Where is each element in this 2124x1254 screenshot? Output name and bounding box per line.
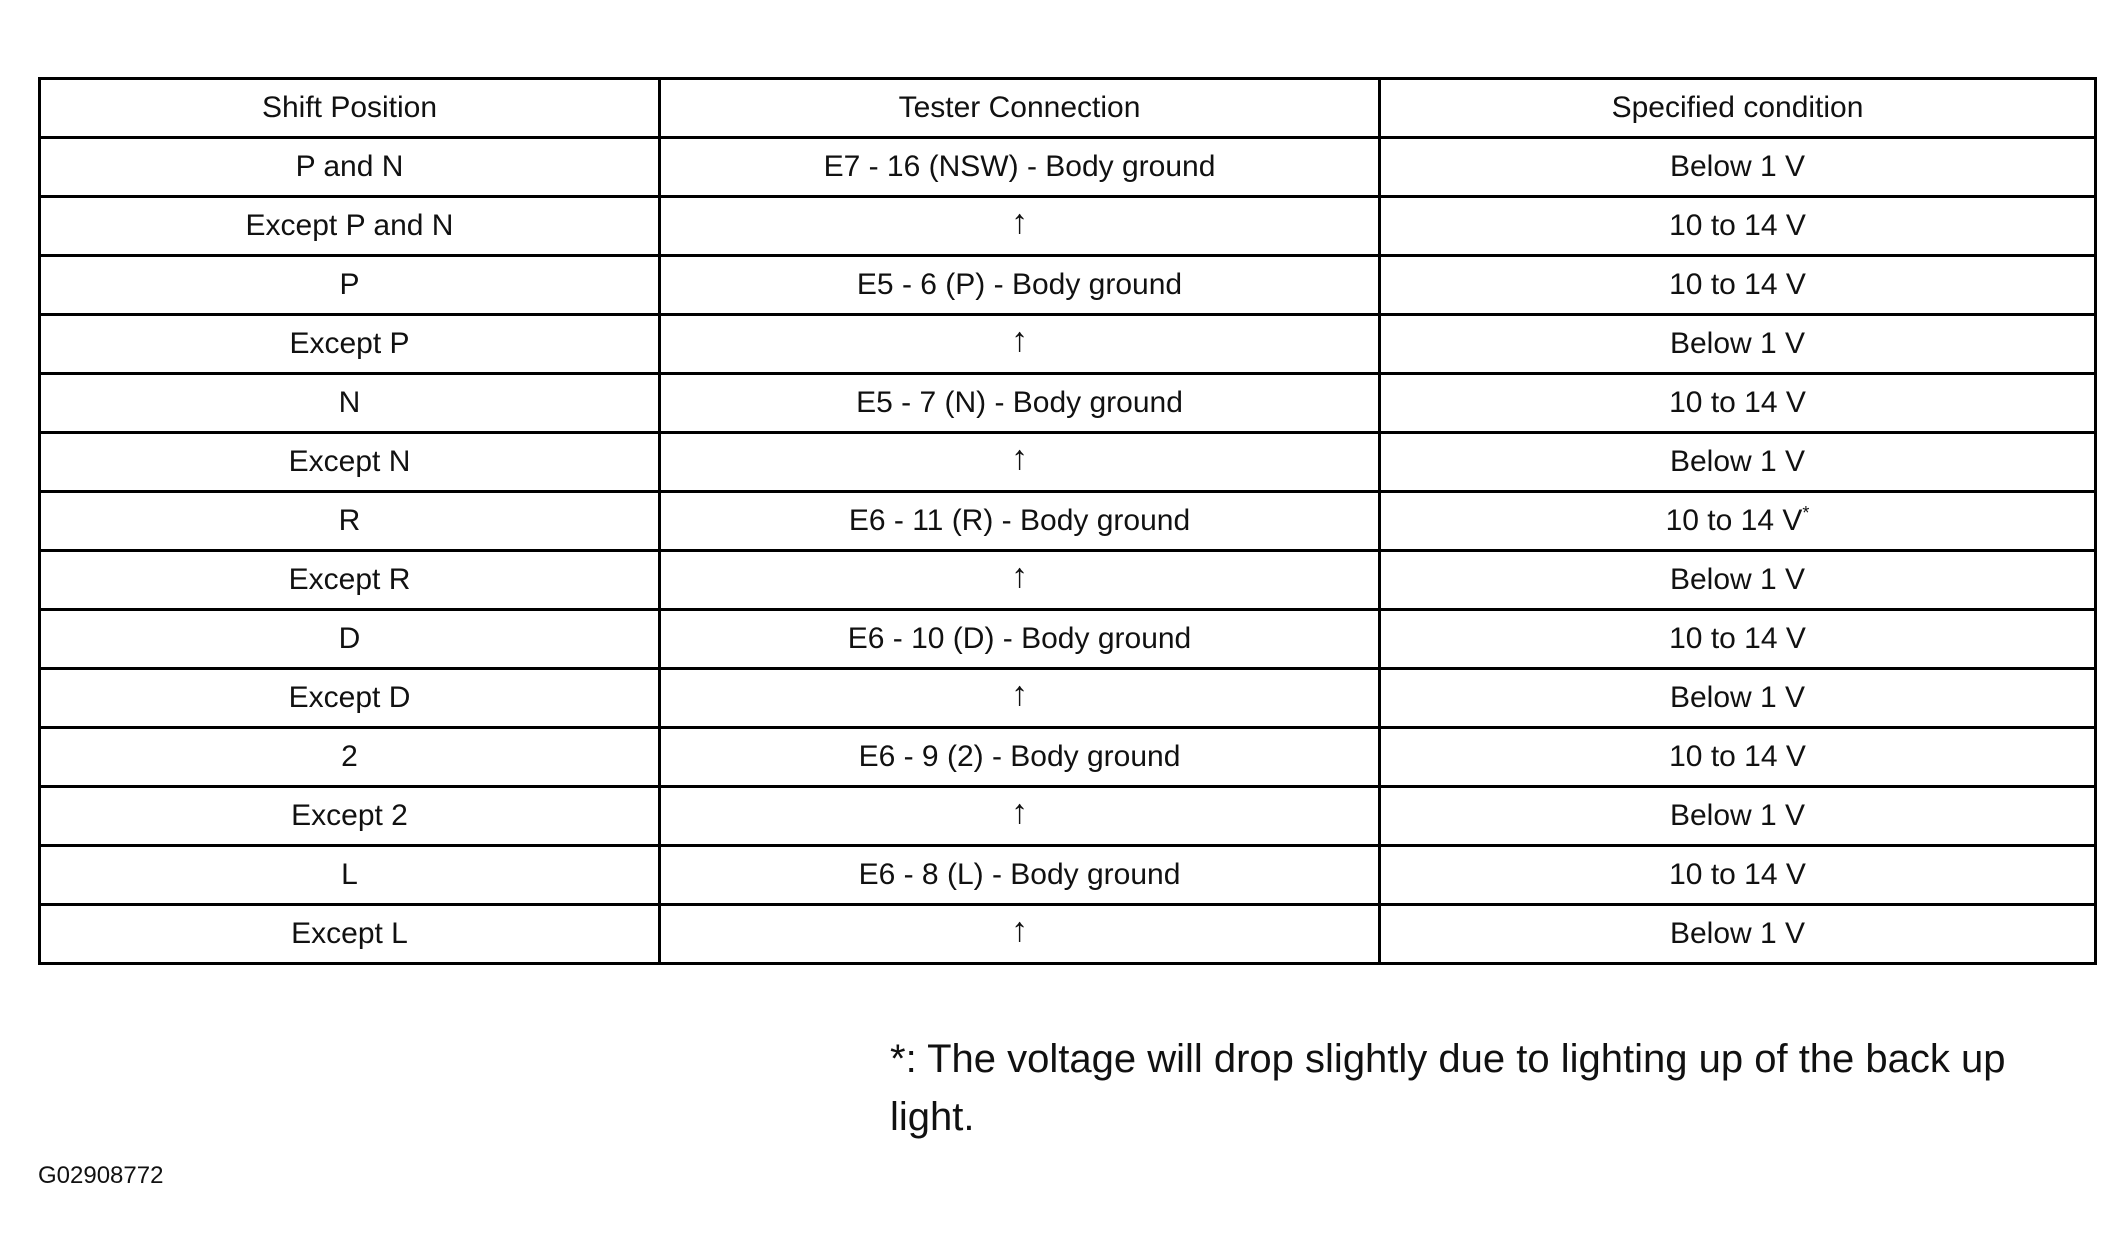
cell-shift-position: N bbox=[40, 374, 660, 433]
table-row bbox=[40, 315, 2096, 374]
cell-specified-condition bbox=[1380, 905, 2096, 964]
table-row bbox=[40, 256, 2096, 315]
cell-shift-position: L bbox=[40, 846, 660, 905]
condition-text: 10 to 14 V bbox=[1669, 386, 1806, 419]
table-row bbox=[40, 433, 2096, 492]
same-as-above-arrow-icon: ↑ bbox=[1011, 203, 1028, 241]
table-row bbox=[40, 610, 2096, 669]
cell-tester-connection bbox=[660, 138, 1380, 197]
cell-shift-position: Except N bbox=[40, 433, 660, 492]
condition-text: 10 to 14 V bbox=[1669, 268, 1806, 301]
condition-text: 10 to 14 V bbox=[1669, 209, 1806, 242]
condition-text: 10 to 14 V bbox=[1669, 740, 1806, 773]
same-as-above-arrow-icon: ↑ bbox=[1011, 321, 1028, 359]
cell-shift-position: 2 bbox=[40, 728, 660, 787]
connection-text: E6 - 11 (R) - Body ground bbox=[848, 504, 1191, 537]
cell-tester-connection bbox=[660, 256, 1380, 315]
cell-shift-position: P and N bbox=[40, 138, 660, 197]
cell-specified-condition bbox=[1380, 492, 2096, 551]
cell-tester-connection bbox=[660, 374, 1380, 433]
table-row bbox=[40, 374, 2096, 433]
cell-shift-position: Except D bbox=[40, 669, 660, 728]
cell-specified-condition bbox=[1380, 610, 2096, 669]
header-tester-connection: Tester Connection bbox=[660, 79, 1380, 138]
cell-specified-condition bbox=[1380, 787, 2096, 846]
table-row bbox=[40, 138, 2096, 197]
same-as-above-arrow-icon: ↑ bbox=[1011, 793, 1028, 831]
footnote: *: The voltage will drop slightly due to lighting up of the back up light. bbox=[890, 1037, 2006, 1139]
cell-tester-connection bbox=[660, 728, 1380, 787]
cell-tester-connection bbox=[660, 787, 1380, 846]
table-row bbox=[40, 728, 2096, 787]
cell-shift-position: R bbox=[40, 492, 660, 551]
same-as-above-arrow-icon: ↑ bbox=[1011, 911, 1028, 949]
table-row bbox=[40, 787, 2096, 846]
condition-text: 10 to 14 V bbox=[1669, 622, 1806, 655]
table-row bbox=[40, 551, 2096, 610]
cell-tester-connection bbox=[660, 551, 1380, 610]
cell-tester-connection bbox=[660, 315, 1380, 374]
cell-tester-connection bbox=[660, 905, 1380, 964]
condition-text: Below 1 V bbox=[1669, 563, 1806, 596]
table-row bbox=[40, 492, 2096, 551]
spec-table bbox=[38, 77, 2097, 965]
table-row bbox=[40, 846, 2096, 905]
cell-shift-position: Except 2 bbox=[40, 787, 660, 846]
cell-specified-condition bbox=[1380, 669, 2096, 728]
cell-tester-connection bbox=[660, 610, 1380, 669]
table-row bbox=[40, 905, 2096, 964]
table-row bbox=[40, 197, 2096, 256]
cell-specified-condition bbox=[1380, 433, 2096, 492]
cell-tester-connection bbox=[660, 492, 1380, 551]
cell-specified-condition bbox=[1380, 315, 2096, 374]
cell-tester-connection bbox=[660, 197, 1380, 256]
cell-specified-condition bbox=[1380, 846, 2096, 905]
same-as-above-arrow-icon: ↑ bbox=[1011, 439, 1028, 477]
same-as-above-arrow-icon: ↑ bbox=[1011, 557, 1028, 595]
connection-text: E5 - 7 (N) - Body ground bbox=[856, 386, 1183, 419]
cell-specified-condition bbox=[1380, 256, 2096, 315]
condition-text: Below 1 V bbox=[1669, 799, 1806, 832]
connection-text: E6 - 10 (D) - Body ground bbox=[847, 622, 1192, 655]
condition-text: Below 1 V bbox=[1669, 150, 1806, 183]
footnote-marker: * bbox=[1802, 503, 1810, 523]
cell-shift-position: P bbox=[40, 256, 660, 315]
cell-tester-connection bbox=[660, 669, 1380, 728]
cell-tester-connection bbox=[660, 846, 1380, 905]
cell-tester-connection bbox=[660, 433, 1380, 492]
connection-text: E6 - 8 (L) - Body ground bbox=[858, 858, 1181, 891]
same-as-above-arrow-icon: ↑ bbox=[1011, 675, 1028, 713]
figure-id: G02908772 bbox=[38, 1162, 164, 1189]
cell-shift-position: Except R bbox=[40, 551, 660, 610]
cell-specified-condition bbox=[1380, 551, 2096, 610]
condition-text: Below 1 V bbox=[1669, 327, 1806, 360]
connection-text: E7 - 16 (NSW) - Body ground bbox=[823, 150, 1216, 183]
cell-shift-position: D bbox=[40, 610, 660, 669]
header-specified-condition: Specified condition bbox=[1380, 79, 2096, 138]
cell-specified-condition bbox=[1380, 728, 2096, 787]
cell-shift-position: Except P bbox=[40, 315, 660, 374]
connection-text: E6 - 9 (2) - Body ground bbox=[858, 740, 1181, 773]
connection-text: E5 - 6 (P) - Body ground bbox=[856, 268, 1183, 301]
cell-shift-position: Except P and N bbox=[40, 197, 660, 256]
cell-specified-condition bbox=[1380, 374, 2096, 433]
cell-specified-condition bbox=[1380, 138, 2096, 197]
table-row bbox=[40, 669, 2096, 728]
header-shift-position: Shift Position bbox=[40, 79, 660, 138]
table-body bbox=[40, 138, 2096, 964]
condition-text: Below 1 V bbox=[1669, 681, 1806, 714]
condition-text: Below 1 V bbox=[1669, 917, 1806, 950]
table-header-row bbox=[40, 79, 2096, 138]
condition-text: 10 to 14 V bbox=[1669, 858, 1806, 891]
cell-specified-condition bbox=[1380, 197, 2096, 256]
condition-text: Below 1 V bbox=[1669, 445, 1806, 478]
condition-text: 10 to 14 V bbox=[1665, 504, 1803, 537]
cell-shift-position: Except L bbox=[40, 905, 660, 964]
